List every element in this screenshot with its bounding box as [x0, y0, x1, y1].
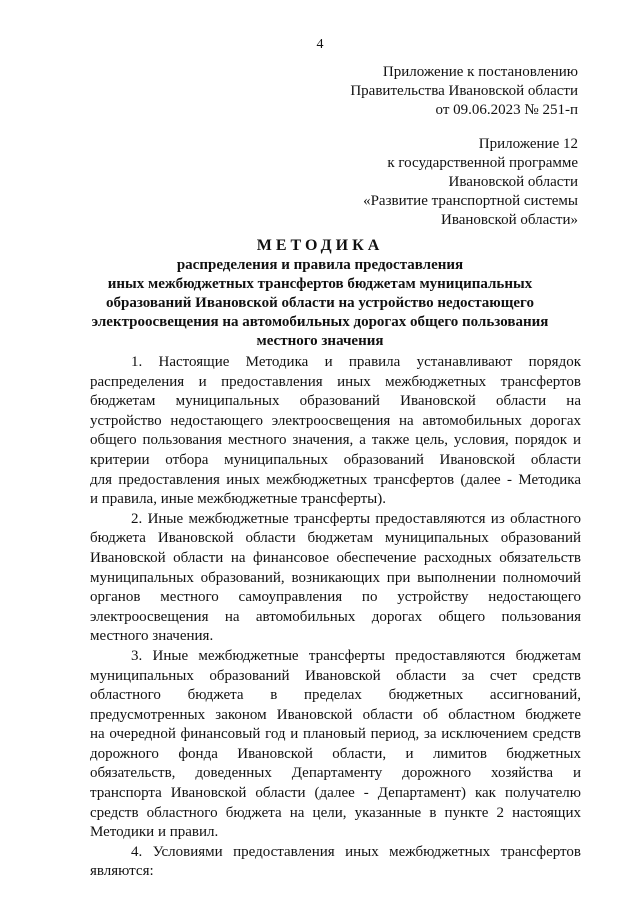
approval-reference: [350, 63, 578, 120]
text-line: устройство недостающего электроосвещения на автомобильных дорогах: [90, 412, 581, 429]
text-line: 4. Условиями предоставления иных межбюджетных трансфертов: [131, 843, 581, 860]
title-line: местного значения: [256, 333, 384, 349]
text-line: муниципальных образований Ивановской области за счет средств: [90, 667, 581, 684]
page-number: 4: [316, 37, 324, 52]
annex-line: к государственной программе: [387, 155, 578, 171]
annex-line: «Развитие транспортной системы: [363, 193, 578, 209]
title-line: иных межбюджетных трансфертов бюджетам муниципальных: [107, 276, 533, 292]
text-line: бюджетам муниципальных образований Ивановской области на: [90, 393, 581, 410]
text-line: общего пользования местного значения, а также цель, условия, порядок и: [90, 432, 581, 449]
paragraph-1: [90, 353, 581, 510]
paragraph-3: [90, 647, 581, 843]
text-line: электроосвещения на автомобильных дорогах общего пользования: [90, 608, 581, 625]
approval-line: Приложение к постановлению: [382, 64, 578, 80]
text-line: на очередной финансовый год и плановый период, за исключением средств: [90, 726, 581, 743]
text-line: и правила, иные межбюджетные трансферты).: [90, 491, 386, 508]
text-line: предусмотренных законом Ивановской области об областном бюджете: [90, 706, 581, 723]
text-line: областного бюджета в пределах бюджетных ассигнований,: [90, 687, 581, 704]
annex-line: Ивановской области: [448, 174, 578, 190]
text-line: Ивановской области на финансовое обеспечение расходных обязательств: [90, 549, 581, 566]
title-line: электроосвещения на автомобильных дорогах общего пользования: [91, 314, 549, 330]
text-line: дорожного фонда Ивановской области, и лимитов бюджетных: [90, 745, 581, 762]
text-line: 2. Иные межбюджетные трансферты предоставляются из областного: [131, 510, 581, 527]
text-line: обязательств, доведенных Департаменту дорожного хозяйства и: [90, 765, 581, 782]
text-line: 1. Настоящие Методика и правила устанавливают порядок: [131, 354, 581, 370]
title-main: МЕТОДИКА: [256, 237, 384, 254]
text-line: Методики и правил.: [90, 824, 219, 841]
text-line: муниципальных образований, возникающих при выполнении полномочий: [90, 569, 581, 586]
text-line: местного значения.: [90, 628, 214, 645]
text-line: критерии отбора муниципальных образований Ивановской области: [90, 451, 581, 468]
title-line: распределения и правила предоставления: [176, 257, 464, 273]
text-line: являются:: [90, 863, 154, 880]
text-line: распределения и предоставления иных межбюджетных трансфертов: [90, 373, 581, 390]
approval-line: от 09.06.2023 № 251-п: [435, 102, 578, 118]
annex-reference: [363, 135, 578, 230]
text-line: для предоставления иных межбюджетных трансфертов (далее - Методика: [90, 471, 581, 488]
document-title: [60, 236, 580, 351]
body-text: [90, 353, 581, 882]
text-line: средств областного бюджета на цели, указанные в пункте 2 настоящих: [90, 804, 581, 821]
text-line: бюджета Ивановской области бюджетам муниципальных образований: [90, 530, 581, 547]
paragraph-2: [90, 510, 581, 647]
approval-line: Правительства Ивановской области: [350, 83, 578, 99]
annex-line: Ивановской области»: [441, 212, 578, 228]
title-line: образований Ивановской области на устройство недостающего: [106, 295, 534, 311]
text-line: 3. Иные межбюджетные трансферты предоставляются бюджетам: [131, 647, 581, 664]
text-line: транспорта Ивановской области (далее - Департамент) как получателю: [90, 785, 581, 802]
paragraph-4: [90, 843, 581, 882]
annex-line: Приложение 12: [478, 136, 578, 152]
text-line: органов местного самоуправления по устройству недостающего: [90, 589, 581, 606]
